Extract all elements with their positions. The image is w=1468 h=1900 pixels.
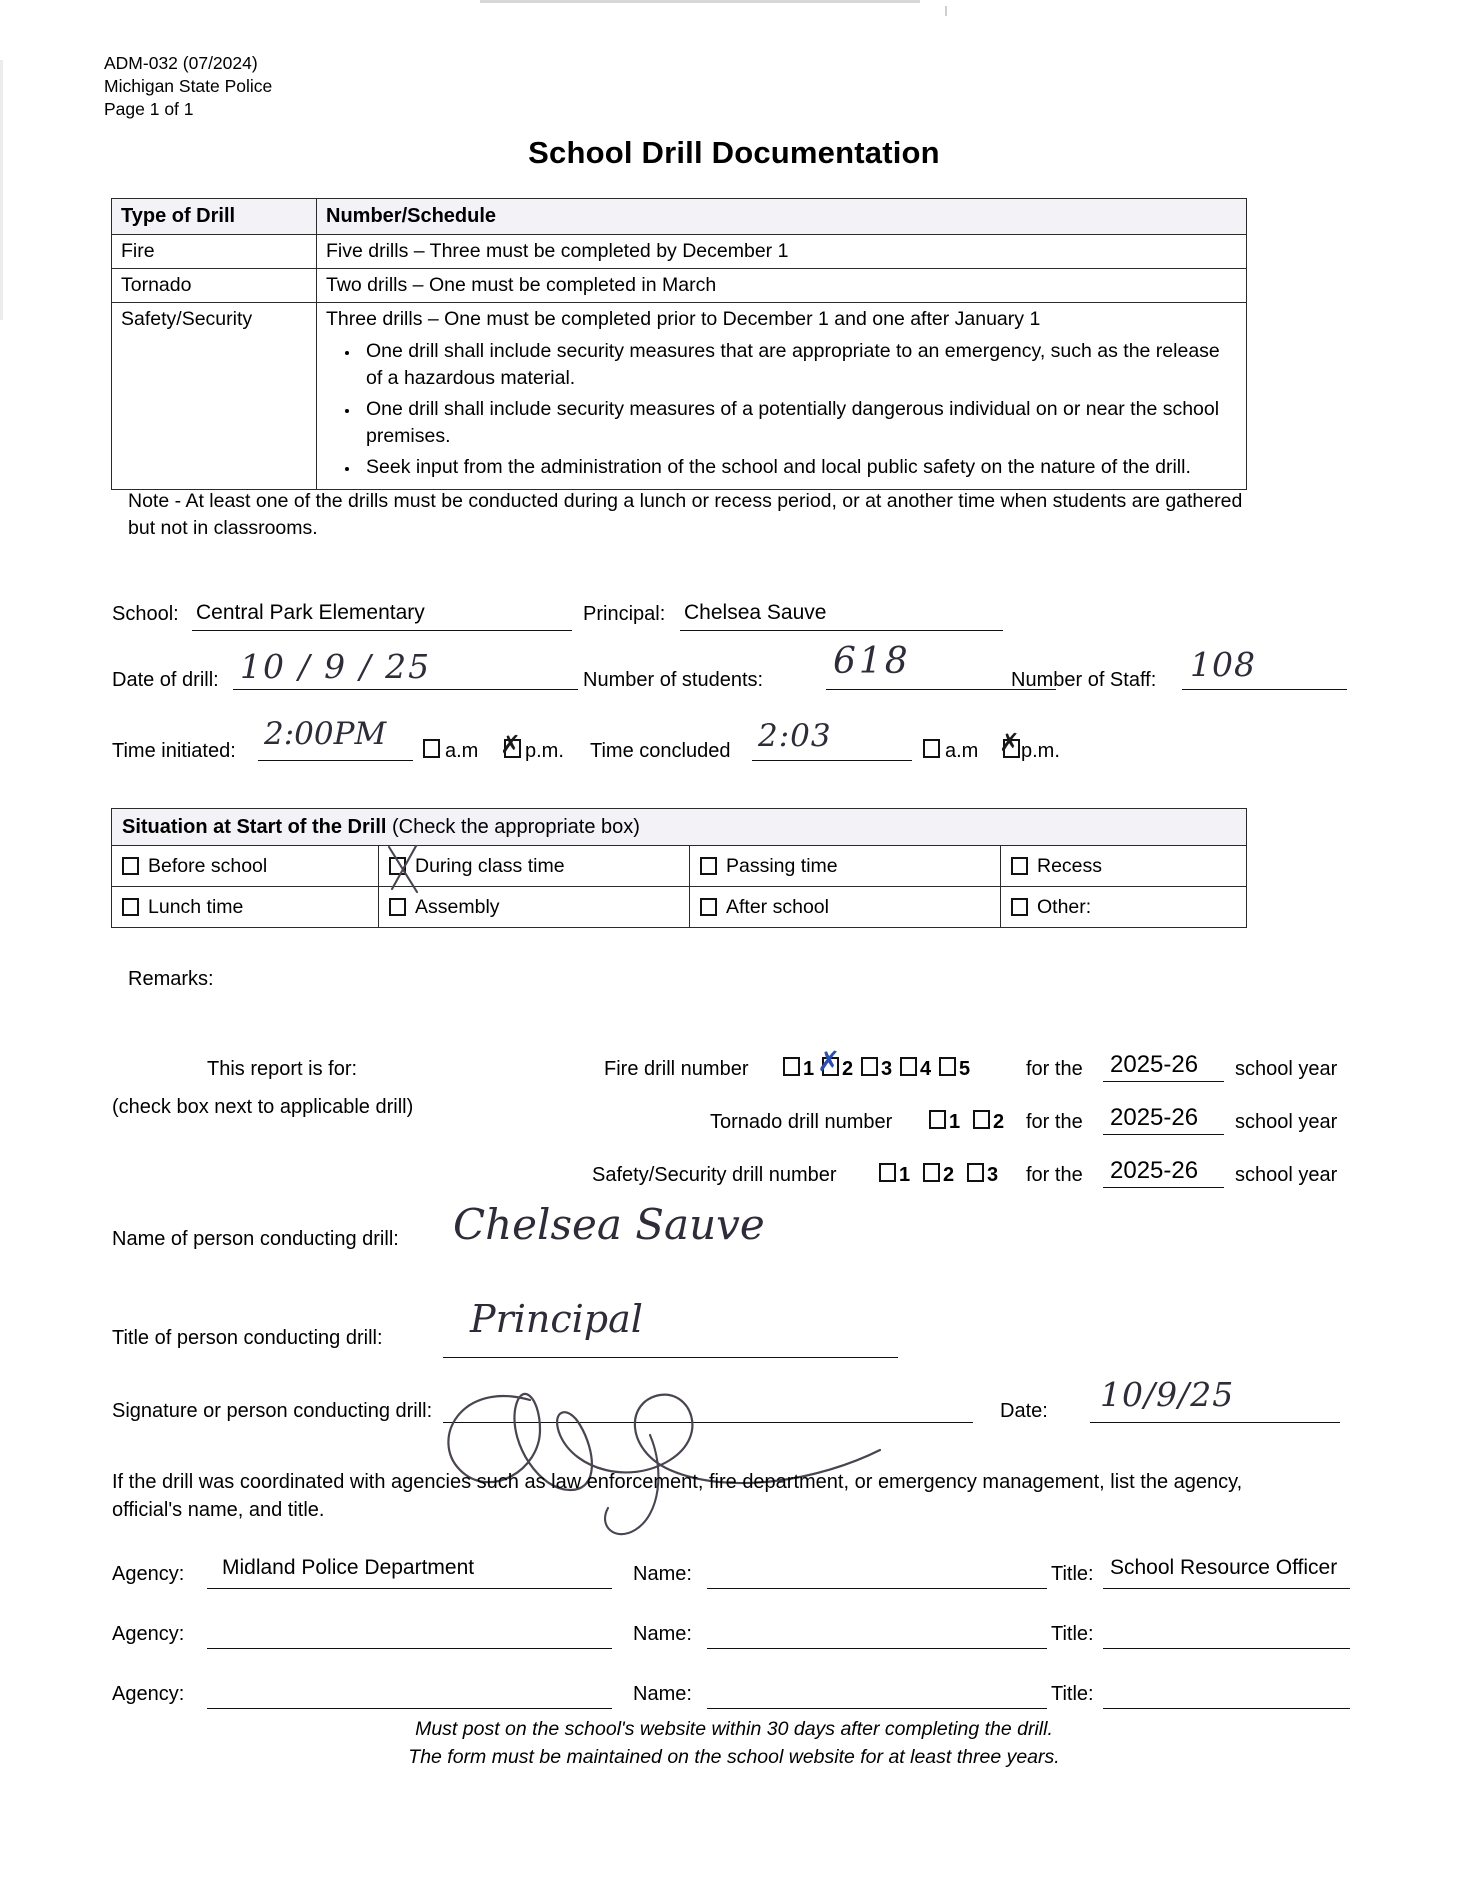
- situation-option-passing-time[interactable]: [690, 846, 1001, 887]
- number-of-staff-value: 108: [1190, 645, 1256, 684]
- table-row-safety: [112, 303, 1247, 490]
- principal-label: Principal:: [583, 603, 666, 625]
- agency-value-1[interactable]: Midland Police Department: [222, 1556, 475, 1579]
- fire-drill-school-year[interactable]: 2025-26: [1110, 1051, 1199, 1078]
- safety-drill-checkbox-3[interactable]: [967, 1163, 984, 1182]
- conductor-signature-label: Signature or person conducting drill:: [112, 1400, 433, 1422]
- number-of-staff-label: Number of Staff:: [1011, 669, 1157, 691]
- checkbox-icon[interactable]: [122, 898, 139, 916]
- tornado-drill-school-year-rule: [1103, 1134, 1224, 1135]
- conductor-date-value: 10/9/25: [1100, 1375, 1235, 1414]
- situation-header-rest: (Check the appropriate box): [386, 815, 640, 838]
- page-title: School Drill Documentation: [528, 135, 940, 170]
- agency-name-label-1: Name:: [633, 1563, 692, 1585]
- agency-title-label-3: Title:: [1051, 1683, 1094, 1705]
- safety-drill-checkbox-2[interactable]: [923, 1163, 940, 1182]
- page-number: Page 1 of 1: [104, 99, 194, 119]
- safety-drill-number-label: Safety/Security drill number: [592, 1164, 837, 1186]
- option-label: Lunch time: [148, 895, 244, 918]
- option-label: Assembly: [415, 895, 500, 918]
- fire-drill-checkbox-5[interactable]: [939, 1057, 956, 1076]
- time-initiated-am-label: a.m: [445, 740, 479, 762]
- checkbox-icon[interactable]: [1011, 857, 1028, 875]
- fire-drill-checkbox-4[interactable]: [900, 1057, 917, 1076]
- fire-drill-checkbox-3[interactable]: [861, 1057, 878, 1076]
- agency-title-value-1[interactable]: School Resource Officer: [1110, 1556, 1338, 1579]
- table-row-fire: [112, 235, 1247, 269]
- cell-type-safety: Safety/Security: [112, 303, 317, 490]
- safety-drill-for-the: for the: [1026, 1164, 1083, 1186]
- footer-line-2: The form must be maintained on the school website for at least three years.: [408, 1746, 1060, 1768]
- fire-drill-school-year-suffix: school year: [1235, 1058, 1338, 1080]
- scan-artifact-tick: [945, 6, 947, 16]
- situation-header-row: [112, 809, 1247, 846]
- situation-table: [111, 808, 1247, 928]
- drill-schedule-table: [111, 198, 1247, 490]
- agency-name-rule-2: [707, 1648, 1047, 1649]
- tornado-drill-for-the: for the: [1026, 1111, 1083, 1133]
- school-rule: [192, 630, 572, 631]
- date-of-drill-rule: [233, 689, 578, 690]
- agency-label-3: Agency:: [112, 1683, 185, 1705]
- safety-drill-number-2: 2: [943, 1164, 955, 1186]
- table-row-tornado: [112, 269, 1247, 303]
- number-of-staff-rule: [1182, 689, 1347, 690]
- issuing-agency: Michigan State Police: [104, 76, 273, 96]
- agency-title-rule-1: [1103, 1588, 1350, 1589]
- safety-drill-school-year[interactable]: 2025-26: [1110, 1157, 1199, 1184]
- tornado-drill-number-2: 2: [993, 1111, 1005, 1133]
- situation-row-1: [112, 846, 1247, 887]
- safety-drill-number-1: 1: [899, 1164, 911, 1186]
- checkbox-icon[interactable]: [122, 857, 139, 875]
- list-item: • One drill shall include security measures that are appropriate to an emergency, such as the release of a hazardous material.: [360, 338, 1237, 392]
- agency-name-label-3: Name:: [633, 1683, 692, 1705]
- date-of-drill-label: Date of drill:: [112, 669, 219, 691]
- form-meta: [104, 52, 272, 121]
- report-for-line1: This report is for:: [207, 1058, 358, 1080]
- agency-name-label-2: Name:: [633, 1623, 692, 1645]
- situation-option-recess[interactable]: [1001, 846, 1247, 887]
- agency-title-rule-2: [1103, 1648, 1350, 1649]
- agency-name-rule-1: [707, 1588, 1047, 1589]
- fire-drill-checkbox-1[interactable]: [783, 1057, 800, 1076]
- checkbox-icon[interactable]: [700, 857, 717, 875]
- situation-option-other[interactable]: [1001, 887, 1247, 928]
- time-initiated-value: 2:00PM: [264, 716, 387, 752]
- fire-drill-number-4: 4: [920, 1058, 932, 1080]
- cell-schedule-fire: Five drills – Three must be completed by December 1: [317, 235, 1247, 269]
- scan-artifact-left: [0, 60, 3, 320]
- cell-schedule-tornado: Two drills – One must be completed in March: [317, 269, 1247, 303]
- option-label: Other:: [1037, 895, 1092, 918]
- fire-drill-number-3: 3: [881, 1058, 893, 1080]
- scan-artifact-top: [480, 0, 920, 3]
- tornado-drill-checkbox-1[interactable]: [929, 1110, 946, 1129]
- checkbox-icon[interactable]: [1011, 898, 1028, 916]
- situation-header: [112, 809, 1247, 846]
- form-id: ADM-032 (07/2024): [104, 53, 258, 73]
- time-concluded-pm-label: p.m.: [1021, 740, 1060, 762]
- fire-drill-number-1: 1: [803, 1058, 815, 1080]
- footer-note: [0, 1715, 1468, 1771]
- footer-line-1: Must post on the school's website within 30 days after completing the drill.: [415, 1718, 1053, 1740]
- school-value: Central Park Elementary: [196, 601, 425, 624]
- safety-drill-number-3: 3: [987, 1164, 999, 1186]
- cell-type-fire: Fire: [112, 235, 317, 269]
- situation-option-before-school[interactable]: [112, 846, 379, 887]
- time-concluded-value: 2:03: [758, 718, 832, 754]
- cell-schedule-safety: [317, 303, 1247, 490]
- situation-header-bold: Situation at Start of the Drill: [122, 815, 387, 838]
- time-initiated-label: Time initiated:: [112, 740, 236, 762]
- option-label: During class time: [415, 854, 565, 877]
- agency-name-rule-3: [707, 1708, 1047, 1709]
- school-label: School:: [112, 603, 179, 625]
- situation-option-lunch-time[interactable]: [112, 887, 379, 928]
- agency-title-rule-3: [1103, 1708, 1350, 1709]
- situation-option-during-class-time[interactable]: [379, 846, 690, 887]
- number-of-students-label: Number of students:: [583, 669, 764, 691]
- time-initiated-pm-check-mark: ✗: [500, 731, 521, 759]
- safety-drill-school-year-rule: [1103, 1187, 1224, 1188]
- safety-schedule-text: Three drills – One must be completed prior to December 1 and one after January 1: [326, 308, 1041, 330]
- principal-rule: [680, 630, 1003, 631]
- table-header-row: [112, 199, 1247, 235]
- tornado-drill-number-1: 1: [949, 1111, 961, 1133]
- fire-drill-2-check-mark: ✗: [817, 1046, 841, 1077]
- time-concluded-label: Time concluded: [590, 740, 731, 762]
- principal-value: Chelsea Sauve: [684, 601, 827, 624]
- fire-drill-number-2: 2: [842, 1058, 854, 1080]
- time-concluded-rule: [752, 760, 912, 761]
- agency-rule-1: [207, 1588, 612, 1589]
- agency-title-label-2: Title:: [1051, 1623, 1094, 1645]
- list-item: • One drill shall include security measures of a potentially dangerous individual on or near the school premises.: [360, 396, 1237, 450]
- checkbox-icon[interactable]: [389, 898, 406, 916]
- coordination-note: If the drill was coordinated with agencies such as law enforcement, fire department, or emergency management, list the agency, official's name, and title.: [112, 1471, 1243, 1521]
- agency-label-2: Agency:: [112, 1623, 185, 1645]
- tornado-drill-number-label: Tornado drill number: [710, 1111, 893, 1133]
- option-label: Passing time: [726, 854, 838, 877]
- option-label: Recess: [1037, 854, 1103, 877]
- fire-drill-school-year-rule: [1103, 1081, 1224, 1082]
- list-item: • Seek input from the administration of the school and local public safety on the nature of the drill.: [360, 454, 1237, 481]
- during-class-time-check-mark: [383, 842, 437, 898]
- safety-drill-checkbox-1[interactable]: [879, 1163, 896, 1182]
- conductor-name-label: Name of person conducting drill:: [112, 1228, 399, 1250]
- tornado-drill-school-year[interactable]: 2025-26: [1110, 1104, 1199, 1131]
- option-label: After school: [726, 895, 829, 918]
- conductor-title-label: Title of person conducting drill:: [112, 1327, 383, 1349]
- option-label: Before school: [148, 854, 268, 877]
- conductor-date-label: Date:: [1000, 1400, 1048, 1422]
- checkbox-icon[interactable]: [700, 898, 717, 916]
- report-for-line2: (check box next to applicable drill): [112, 1096, 414, 1118]
- conductor-date-rule: [1090, 1422, 1340, 1423]
- fire-drill-number-5: 5: [959, 1058, 971, 1080]
- time-concluded-am-checkbox[interactable]: [923, 739, 940, 758]
- safety-drill-school-year-suffix: school year: [1235, 1164, 1338, 1186]
- time-concluded-am-label: a.m: [945, 740, 979, 762]
- drill-note: Note - At least one of the drills must be conducted during a lunch or recess period, or at another time when students are gathered but not in classrooms.: [128, 490, 1243, 539]
- situation-row-2: [112, 887, 1247, 928]
- cell-type-tornado: Tornado: [112, 269, 317, 303]
- col-header-schedule: Number/Schedule: [317, 199, 1247, 235]
- fire-drill-number-label: Fire drill number: [604, 1058, 749, 1080]
- number-of-students-value: 618: [833, 641, 911, 682]
- agency-rule-3: [207, 1708, 612, 1709]
- agency-rule-2: [207, 1648, 612, 1649]
- fire-drill-for-the: for the: [1026, 1058, 1083, 1080]
- date-of-drill-value: 10 / 9 / 25: [240, 647, 432, 686]
- time-concluded-pm-check-mark: ✗: [999, 729, 1020, 757]
- time-initiated-am-checkbox[interactable]: [423, 739, 440, 758]
- time-initiated-pm-label: p.m.: [525, 740, 564, 762]
- conductor-title-value: Principal: [470, 1297, 643, 1341]
- agency-title-label-1: Title:: [1051, 1563, 1094, 1585]
- tornado-drill-checkbox-2[interactable]: [973, 1110, 990, 1129]
- remarks-label: Remarks:: [128, 968, 214, 990]
- tornado-drill-school-year-suffix: school year: [1235, 1111, 1338, 1133]
- agency-label-1: Agency:: [112, 1563, 185, 1585]
- situation-option-after-school[interactable]: [690, 887, 1001, 928]
- col-header-type: Type of Drill: [112, 199, 317, 235]
- time-initiated-rule: [258, 760, 413, 761]
- conductor-name-value: Chelsea Sauve: [453, 1200, 765, 1249]
- safety-bullet-list: [326, 338, 1237, 481]
